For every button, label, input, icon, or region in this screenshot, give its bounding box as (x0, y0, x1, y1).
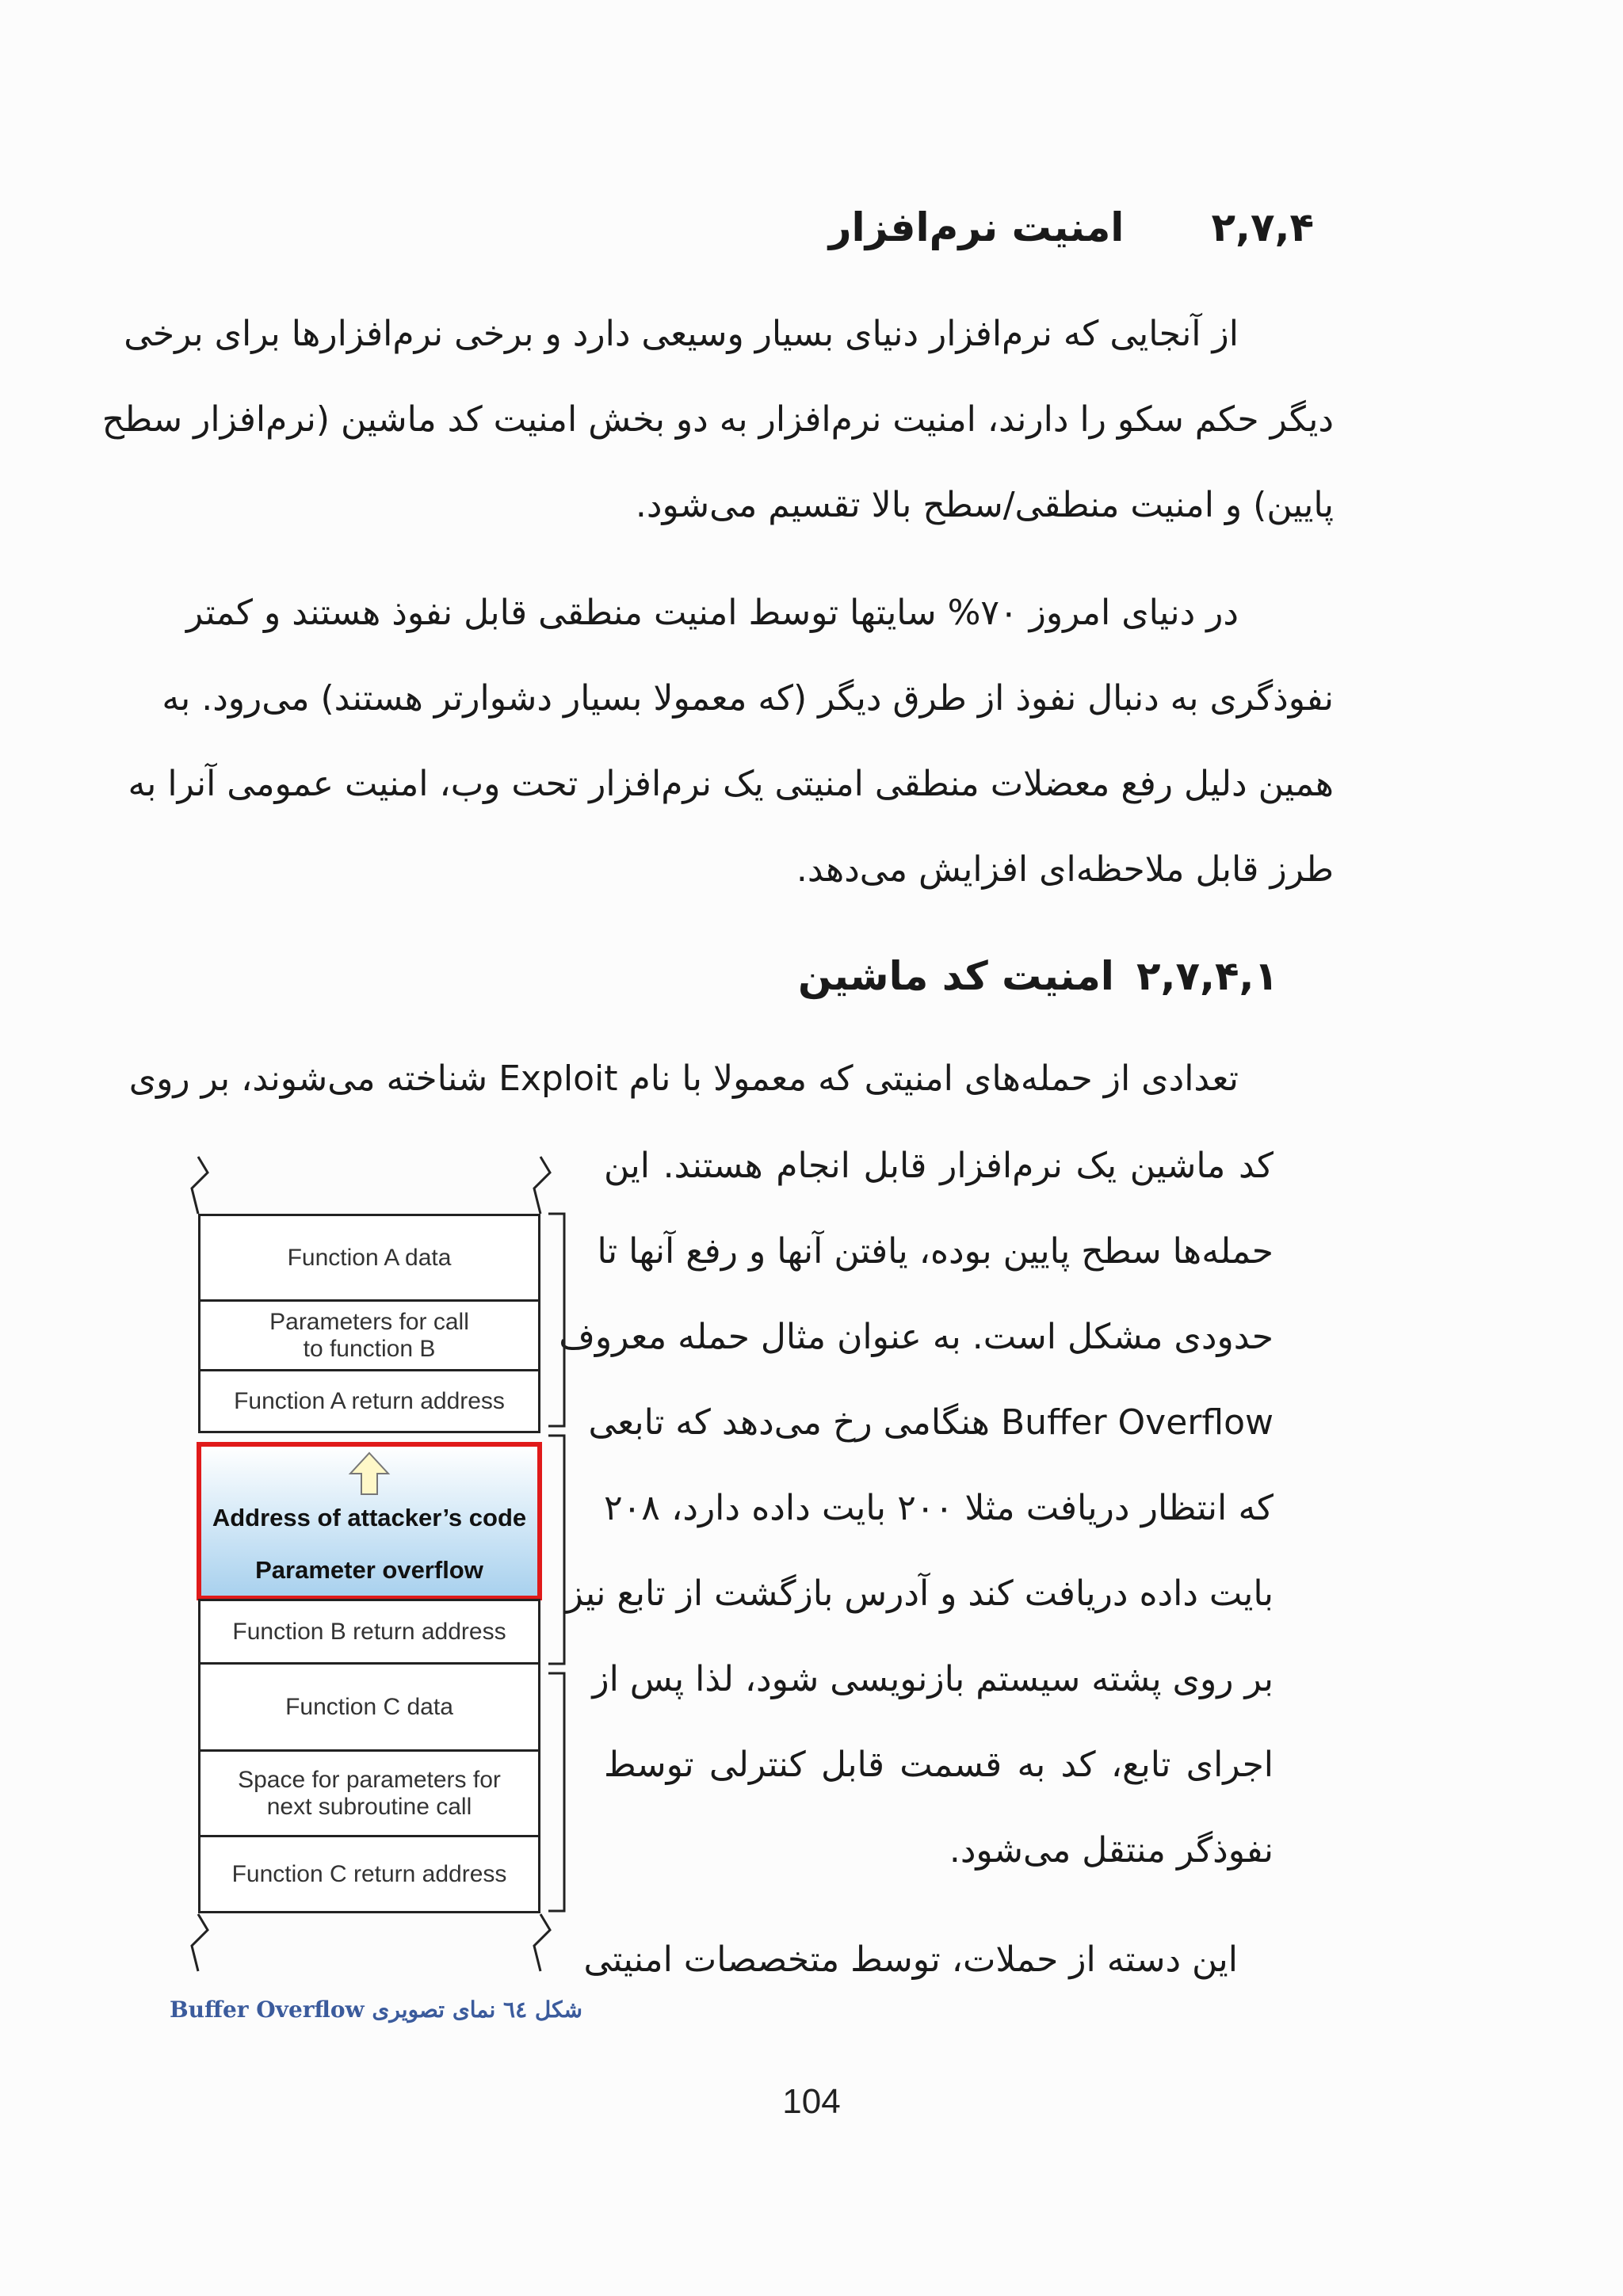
stack-cell-function-a-return: Function A return address (198, 1369, 540, 1431)
section-number: ۲,۷,۴ (1211, 204, 1314, 250)
stack-divider (198, 1911, 540, 1913)
paragraph-line: حدودی مشکل است. به عنوان مثال حمله معروف (559, 1317, 1274, 1357)
section-heading (829, 204, 1314, 250)
page-number: 104 (782, 2082, 841, 2121)
paragraph-line: بایت داده دریافت کند و آدرس بازگشت از تابع نیز (566, 1573, 1274, 1614)
stack-diagram (174, 1141, 586, 1981)
paragraph-line: کد ماشین یک نرم‌افزار قابل انجام هستند. این (604, 1146, 1274, 1186)
paragraph-line: که انتظار دریافت مثلا ۲۰۰ بایت داده دارد، ۲۰۸ (604, 1488, 1274, 1528)
paragraph-line: از آنجایی که نرم‌افزار دنیای بسیار وسیعی دارد و برخی نرم‌افزارها برای برخی (124, 314, 1239, 354)
paragraph-line: همین دلیل رفع معضلات منطقی امنیتی یک نرم‌افزار تحت وب، امنیت عمومی آنرا به (128, 764, 1334, 804)
stack-cell-function-a-data: Function A data (198, 1214, 540, 1299)
paragraph-line: تعدادی از حمله‌های امنیتی که معمولا با نام Exploit شناخته می‌شوند، بر روی (128, 1058, 1239, 1099)
paragraph-line: اجرای تابع، کد به قسمت قابل کنترلی توسط (604, 1745, 1274, 1785)
subsection-number: ۲,۷,۴,۱ (1136, 953, 1278, 999)
paragraph-line: Buffer Overflow هنگامی رخ می‌دهد که تابعی (588, 1402, 1274, 1443)
stack-cell-function-c-return: Function C return address (198, 1835, 540, 1911)
paragraph-line: بر روی پشته سیستم بازنویسی شود، لذا پس از (592, 1659, 1274, 1699)
paragraph-line: این دسته از حملات، توسط متخصصات امنیتی (583, 1939, 1238, 1980)
paragraph-line: پایین) و امنیت منطقی/سطح بالا تقسیم می‌شود. (635, 485, 1334, 525)
paragraph-line: در دنیای امروز ۷۰% سایتها توسط امنیت منطقی قابل نفوذ هستند و کمتر (186, 593, 1239, 633)
overflow-highlight-box (197, 1442, 542, 1600)
paragraph-intro (101, 292, 1334, 548)
stack-cell-function-b-return: Function B return address (198, 1599, 540, 1662)
subsection-heading (798, 953, 1278, 999)
stack-cell-space-params: Space for parameters for next subroutine call (198, 1749, 540, 1835)
stack-divider (198, 1431, 540, 1433)
attacker-code-label: Address of attacker’s code (212, 1504, 527, 1531)
subsection-title: امنیت کد ماشین (798, 953, 1114, 999)
paragraph-machine-code-wrapped (559, 1123, 1274, 1894)
paragraph-experts (583, 1917, 1238, 2003)
paragraph-logical-security (128, 570, 1334, 913)
figure-caption: شکل ٦٤ نمای تصویری Buffer Overflow (169, 1997, 582, 2023)
stack-cell-params-call-b: Parameters for call to function B (198, 1299, 540, 1369)
paragraph-line: دیگر حکم سکو را دارند، امنیت نرم‌افزار به دو بخش امنیت کد ماشین (نرم‌افزار سطح (101, 399, 1334, 440)
paragraph-line: نفوذگر منتقل می‌شود. (949, 1830, 1274, 1871)
stack-cell-function-c-data: Function C data (198, 1662, 540, 1749)
up-arrow-icon (346, 1450, 393, 1496)
paragraph-line: حمله‌ها سطح پایین بوده، یافتن آنها و رفع آنها تا (597, 1231, 1274, 1272)
section-title: امنیت نرم‌افزار (828, 204, 1125, 250)
paragraph-machine-code (128, 1036, 1334, 1122)
paragraph-line: طرز قابل ملاحظه‌ای افزایش می‌دهد. (796, 849, 1334, 890)
paragraph-line: نفوذگری به دنبال نفوذ از طرق دیگر (که معمولا بسیار دشوارتر هستند) می‌رود. به (162, 678, 1334, 719)
parameter-overflow-label: Parameter overflow (255, 1556, 483, 1584)
